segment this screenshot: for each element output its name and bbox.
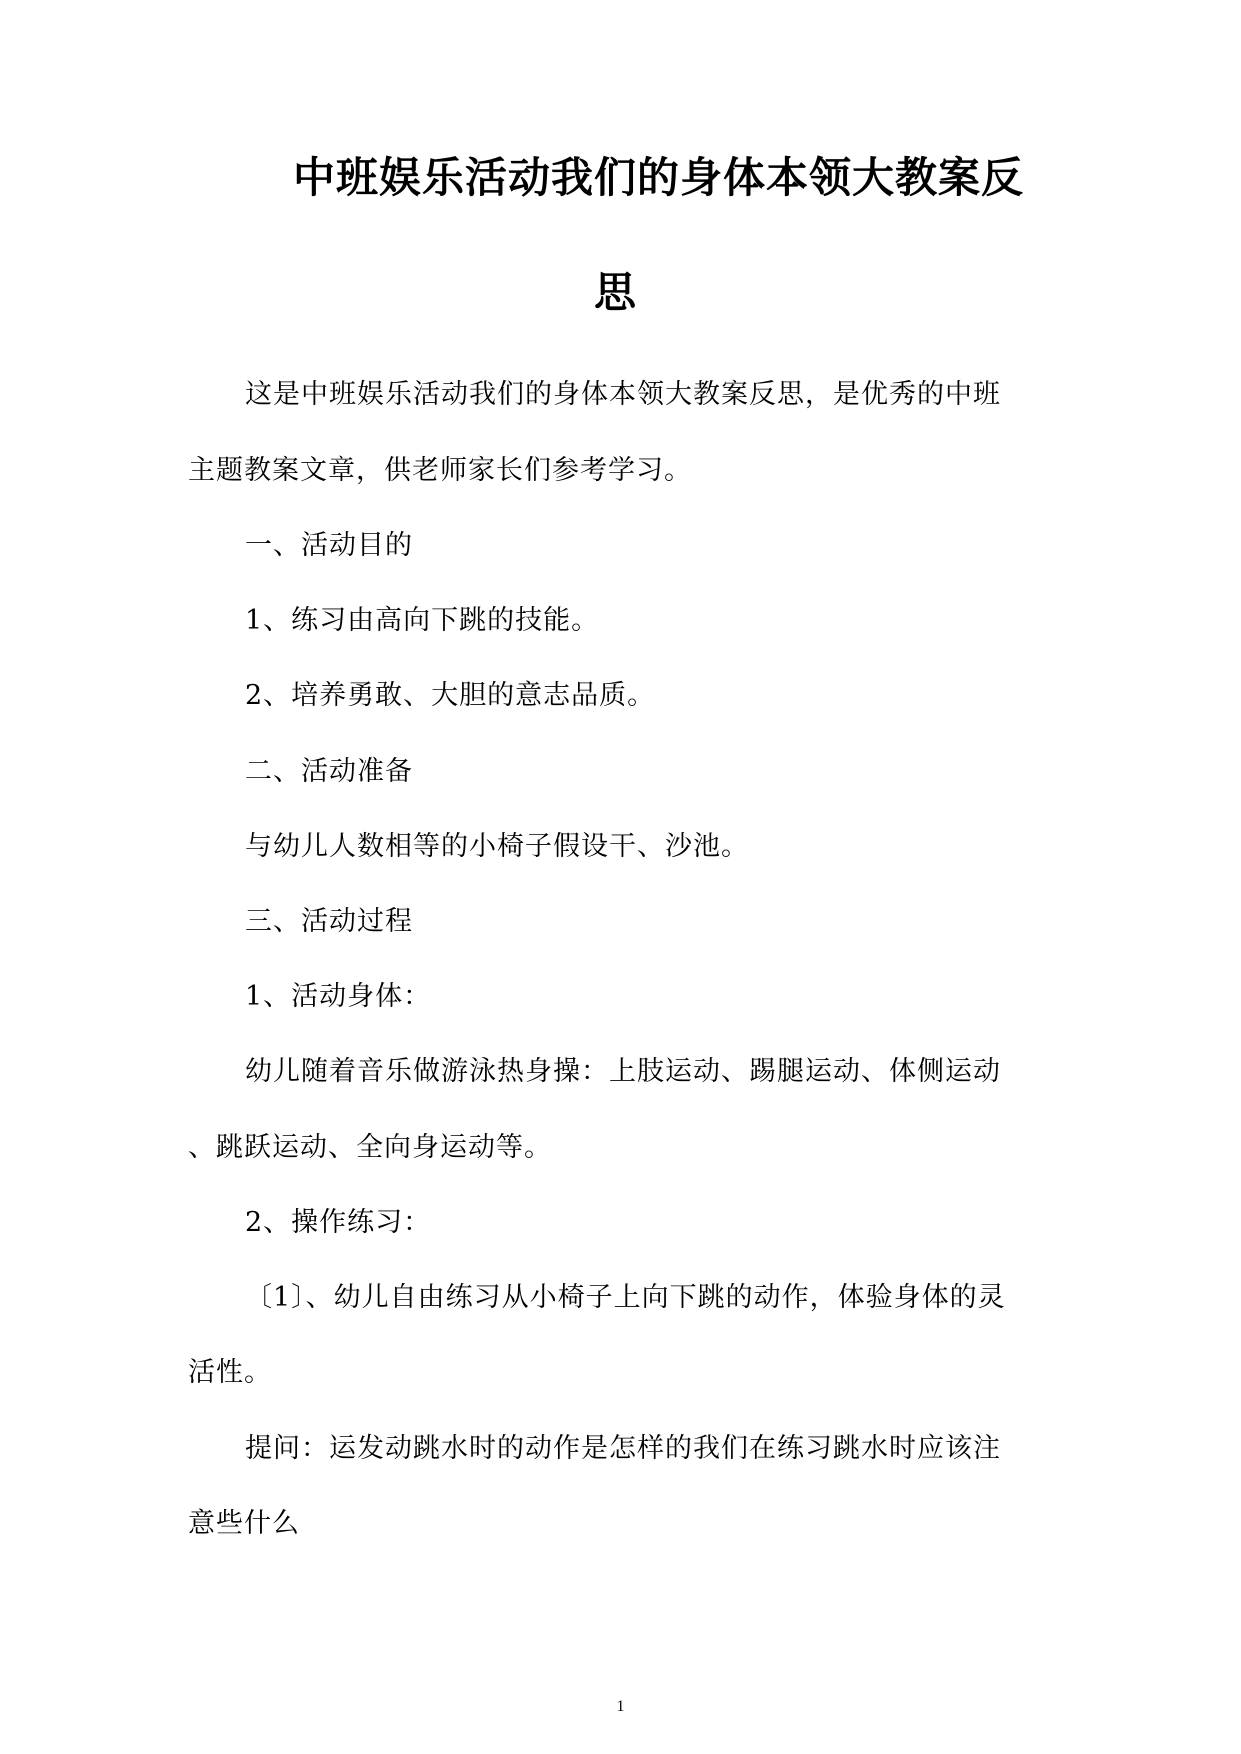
preparation-text: 与幼儿人数相等的小椅子假设干、沙池。	[245, 831, 749, 862]
process-step-2-heading: 2、操作练习：	[245, 1207, 432, 1238]
process-step-1-text-line-1: 幼儿随着音乐做游泳热身操：上肢运动、踢腿运动、体侧运动	[245, 1056, 1001, 1087]
process-step-2-text-line-2: 活性。	[188, 1357, 272, 1388]
intro-paragraph-line-2: 主题教案文章，供老师家长们参考学习。	[188, 455, 692, 486]
document-title-line-2: 思	[594, 268, 638, 317]
intro-paragraph-line-1: 这是中班娱乐活动我们的身体本领大教案反思，是优秀的中班	[245, 379, 1001, 410]
process-step-1-text-line-2: 、跳跃运动、全向身运动等。	[188, 1132, 552, 1163]
goal-item-2: 2、培养勇敢、大胆的意志品质。	[245, 680, 656, 711]
process-step-1-heading: 1、活动身体：	[245, 981, 432, 1012]
section-heading-process: 三、活动过程	[245, 906, 413, 937]
section-heading-preparation: 二、活动准备	[245, 756, 413, 787]
process-step-2-text-line-1: 〔1〕、幼儿自由练习从小椅子上向下跳的动作，体验身体的灵	[245, 1282, 1006, 1313]
question-text-line-1: 提问：运发动跳水时的动作是怎样的我们在练习跳水时应该注	[245, 1433, 1001, 1464]
section-heading-goals: 一、活动目的	[245, 530, 413, 561]
question-text-line-2: 意些什么	[188, 1508, 300, 1539]
goal-item-1: 1、练习由高向下跳的技能。	[245, 605, 600, 636]
page-number: 1	[616, 1698, 625, 1715]
document-title-line-1: 中班娱乐活动我们的身体本领大教案反	[293, 153, 1025, 202]
